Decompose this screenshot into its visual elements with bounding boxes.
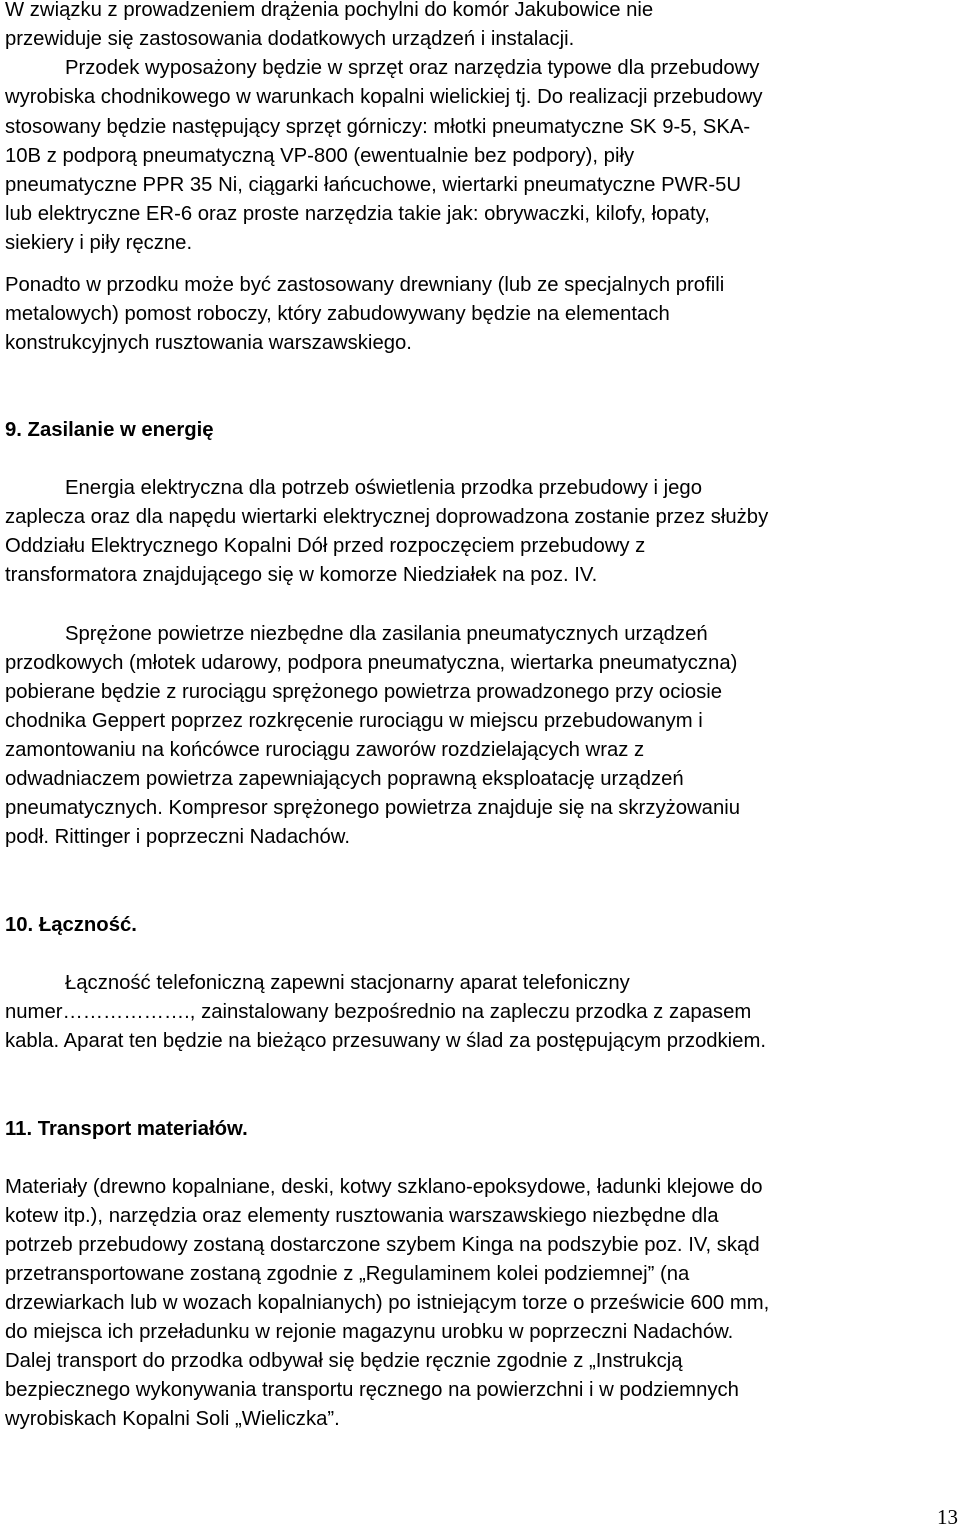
paragraph-line: zaplecza oraz dla napędu wiertarki elektrycznej doprowadzona zostanie przez służby [5, 506, 769, 528]
paragraph-line: pobierane będzie z rurociągu sprężonego powietrza prowadzonego przy ociosie [5, 681, 723, 703]
page-number: 13 [937, 1505, 958, 1529]
paragraph-line: odwadniaczem powietrza zapewniających poprawną eksploatację urządzeń [5, 768, 684, 790]
paragraph-line: Oddziału Elektrycznego Kopalni Dół przed rozpoczęciem przebudowy z [5, 535, 646, 557]
paragraph-line: kabla. Aparat ten będzie na bieżąco przesuwany w ślad za postępującym przodkiem. [5, 1030, 766, 1052]
paragraph-line: do miejsca ich przeładunku w rejonie magazynu urobku w poprzeczni Nadachów. [5, 1321, 734, 1343]
paragraph-line: przodkowych (młotek udarowy, podpora pneumatyczna, wiertarka pneumatyczna) [5, 652, 738, 674]
paragraph-line: Sprężone powietrze niezbędne dla zasilania pneumatycznych urządzeń [65, 623, 708, 645]
paragraph-line: Materiały (drewno kopalniane, deski, kotwy szklano-epoksydowe, ładunki klejowe do [5, 1176, 763, 1198]
paragraph-line: Ponadto w przodku może być zastosowany drewniany (lub ze specjalnych profili [5, 274, 725, 296]
paragraph-line: Przodek wyposażony będzie w sprzęt oraz narzędzia typowe dla przebudowy [65, 57, 760, 79]
paragraph-line: przewiduje się zastosowania dodatkowych urządzeń i instalacji. [5, 28, 575, 50]
paragraph-line: wyrobiska chodnikowego w warunkach kopalni wielickiej tj. Do realizacji przebudowy [5, 86, 763, 108]
paragraph-line: przetransportowane zostaną zgodnie z „Regulaminem kolei podziemnej” (na [5, 1263, 690, 1285]
paragraph-line: 10B z podporą pneumatyczną VP-800 (ewentualnie bez podpory), piły [5, 145, 635, 167]
paragraph-line: Energia elektryczna dla potrzeb oświetlenia przodka przebudowy i jego [65, 477, 702, 499]
paragraph-line: drzewiarkach lub w wozach kopalnianych) po istniejącym torze o prześwicie 600 mm, [5, 1292, 770, 1314]
paragraph-line: wyrobiskach Kopalni Soli „Wieliczka”. [5, 1408, 340, 1430]
paragraph-line: zamontowaniu na końcówce rurociągu zaworów rozdzielających wraz z [5, 739, 645, 761]
paragraph-line: chodnika Geppert poprzez rozkręcenie rurociągu w miejscu przebudowanym i [5, 710, 703, 732]
paragraph-line: Dalej transport do przodka odbywał się będzie ręcznie zgodnie z „Instrukcją [5, 1350, 683, 1372]
paragraph-line: lub elektryczne ER-6 oraz proste narzędzia takie jak: obrywaczki, kilofy, łopaty, [5, 203, 710, 225]
section-heading: 11. Transport materiałów. [5, 1118, 248, 1140]
paragraph-line: pneumatycznych. Kompresor sprężonego powietrza znajduje się na skrzyżowaniu [5, 797, 741, 819]
paragraph-line: bezpiecznego wykonywania transportu ręcznego na powierzchni i w podziemnych [5, 1379, 739, 1401]
paragraph-line: konstrukcyjnych rusztowania warszawskiego. [5, 332, 412, 354]
paragraph-line: numer………………., zainstalowany bezpośrednio na zapleczu przodka z zapasem [5, 1001, 752, 1023]
paragraph-line: pneumatyczne PPR 35 Ni, ciągarki łańcuchowe, wiertarki pneumatyczne PWR-5U [5, 174, 742, 196]
paragraph-line: siekiery i piły ręczne. [5, 232, 193, 254]
paragraph-line: transformatora znajdującego się w komorze Niedziałek na poz. IV. [5, 564, 598, 586]
section-heading: 9. Zasilanie w energię [5, 419, 214, 441]
section-heading: 10. Łączność. [5, 914, 137, 936]
paragraph-line: kotew itp.), narzędzia oraz elementy rusztowania warszawskiego niezbędne dla [5, 1205, 719, 1227]
paragraph-line: metalowych) pomost roboczy, który zabudowywany będzie na elementach [5, 303, 670, 325]
paragraph-line: W związku z prowadzeniem drążenia pochylni do komór Jakubowice nie [5, 0, 654, 21]
paragraph-line: stosowany będzie następujący sprzęt górniczy: młotki pneumatyczne SK 9-5, SKA- [5, 116, 751, 138]
paragraph-line: Łączność telefoniczną zapewni stacjonarny aparat telefoniczny [65, 972, 630, 994]
paragraph-line: podł. Rittinger i poprzeczni Nadachów. [5, 826, 350, 848]
paragraph-line: potrzeb przebudowy zostaną dostarczone szybem Kinga na podszybie poz. IV, skąd [5, 1234, 760, 1256]
